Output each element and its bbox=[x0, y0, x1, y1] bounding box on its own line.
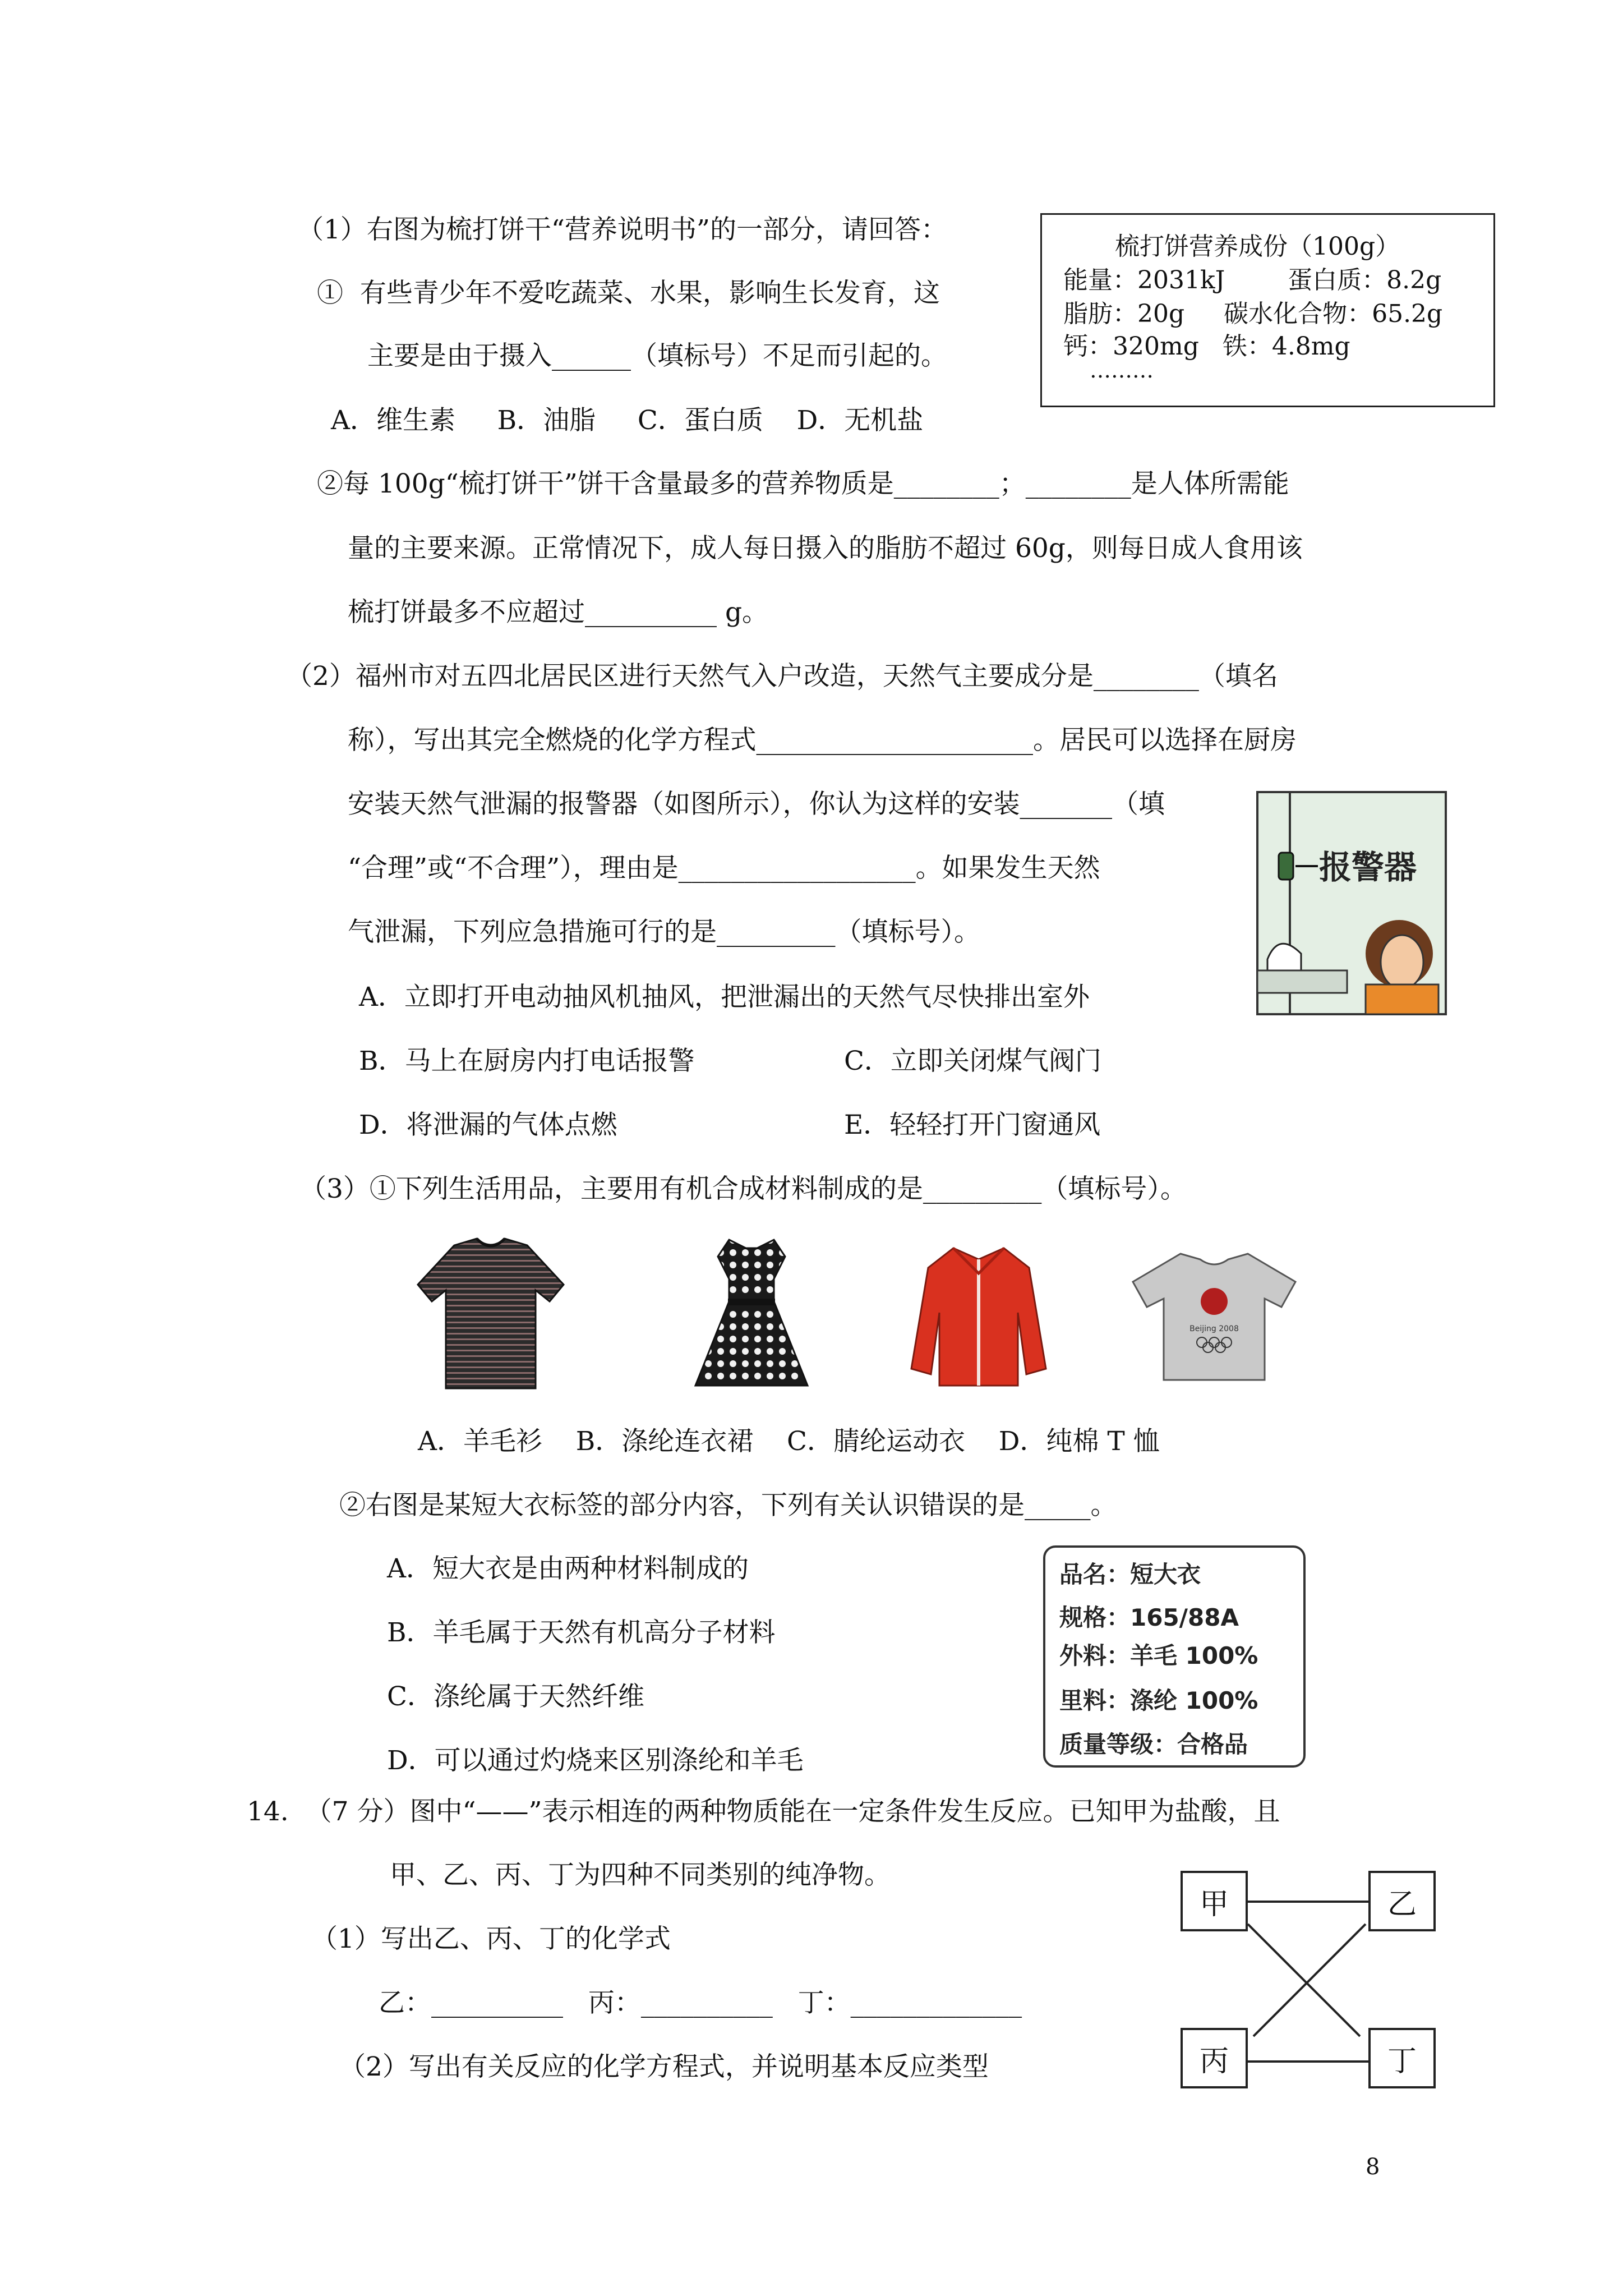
tshirt-logo-text: Beijing 2008 bbox=[1189, 1324, 1239, 1333]
q13-3-option-c: C．涤纶属于天然纤维 bbox=[387, 1681, 644, 1712]
q13-3-option-b: B．羊毛属于天然有机高分子材料 bbox=[387, 1617, 776, 1648]
q14-line3: （1）写出乙、丙、丁的化学式 bbox=[311, 1924, 671, 1954]
q13-1-sub2-line1: ②每 100g“梳打饼干”饼干含量最多的营养物质是________；________是人体所需能 bbox=[317, 468, 1289, 499]
q13-1-sub2-line3: 梳打饼最多不应超过__________ g。 bbox=[348, 597, 769, 628]
nutrition-row: ……… bbox=[1090, 358, 1154, 383]
person-face-icon bbox=[1381, 935, 1423, 989]
node-jia: 甲 bbox=[1181, 1871, 1248, 1931]
q13-2-option-a: A．立即打开电动抽风机抽风，把泄漏出的天然气尽快排出室外 bbox=[359, 982, 1090, 1013]
q14-line1: 14. （7 分）图中“——”表示相连的两种物质能在一定条件发生反应。已知甲为盐酸，且 bbox=[247, 1796, 1280, 1827]
label-row: 外料：羊毛 100% bbox=[1059, 1642, 1258, 1669]
nutrition-title: 梳打饼营养成份（100g） bbox=[1115, 232, 1400, 261]
polyester-dress-image bbox=[690, 1234, 813, 1391]
alarm-device-icon bbox=[1279, 853, 1293, 880]
q13-1-options: A．维生素 B．油脂 C．蛋白质 D．无机盐 bbox=[331, 405, 924, 436]
q13-2-option-b: B．马上在厨房内打电话报警 bbox=[359, 1046, 695, 1076]
q13-2-line3: 安装天然气泄漏的报警器（如图所示），你认为这样的安装_______（填 bbox=[348, 789, 1165, 820]
clothing-captions: A．羊毛衫 B．涤纶连衣裙 C．腈纶运动衣 D．纯棉 T 恤 bbox=[418, 1426, 1160, 1457]
q13-2-line2: 称），写出其完全燃烧的化学方程式_____________________。居民可以选择在厨房 bbox=[348, 725, 1297, 756]
q13-2-line4: “合理”或“不合理”），理由是__________________。如果发生天然 bbox=[348, 853, 1100, 884]
q13-2-option-e: E．轻轻打开门窗通风 bbox=[844, 1110, 1101, 1140]
label-row: 里料：涤纶 100% bbox=[1059, 1687, 1258, 1714]
label-row: 质量等级：合格品 bbox=[1059, 1731, 1248, 1758]
q13-2-option-d: D．将泄漏的气体点燃 bbox=[359, 1110, 617, 1140]
q13-1-intro: （1）右图为梳打饼干“营养说明书”的一部分，请回答： bbox=[297, 214, 947, 245]
acrylic-sports-jacket-image bbox=[909, 1240, 1049, 1391]
q13-2-option-c: C．立即关闭煤气阀门 bbox=[844, 1046, 1101, 1076]
q13-3-line2: ②右图是某短大衣标签的部分内容，下列有关认识错误的是_____。 bbox=[339, 1490, 1117, 1521]
label-row: 品名：短大衣 bbox=[1059, 1561, 1201, 1588]
q13-3-line1: （3）①下列生活用品，主要用有机合成材料制成的是_________（填标号）。 bbox=[300, 1174, 1187, 1204]
node-ding: 丁 bbox=[1368, 2028, 1436, 2088]
q14-line4: 乙：__________ 丙：__________ 丁：_____________ bbox=[379, 1987, 1022, 2018]
nutrition-row: 钙：320mg 铁：4.8mg bbox=[1063, 332, 1350, 361]
cotton-tshirt-image bbox=[1127, 1248, 1301, 1383]
gas-alarm-illustration bbox=[1256, 791, 1447, 1015]
q13-1-sub2-line2: 量的主要来源。正常情况下，成人每日摄入的脂肪不超过 60g，则每日成人食用该 bbox=[348, 533, 1303, 564]
alarm-label: 报警器 bbox=[1319, 848, 1417, 886]
node-bing: 丙 bbox=[1181, 2028, 1248, 2088]
wool-sweater-image bbox=[415, 1234, 566, 1391]
nutrition-row: 脂肪：20g 碳水化合物：65.2g bbox=[1063, 300, 1443, 328]
garment-label-card bbox=[1043, 1545, 1306, 1768]
q13-2-line1: （2）福州市对五四北居民区进行天然气入户改造，天然气主要成分是________（填名 bbox=[286, 661, 1278, 692]
q13-2-line5: 气泄漏，下列应急措施可行的是_________（填标号）。 bbox=[348, 917, 980, 947]
q13-3-option-d: D．可以通过灼烧来区别涤纶和羊毛 bbox=[387, 1745, 804, 1776]
q13-1-sub1-line1: ① 有些青少年不爱吃蔬菜、水果，影响生长发育，这 bbox=[317, 278, 940, 309]
q13-3-option-a: A．短大衣是由两种材料制成的 bbox=[387, 1553, 749, 1584]
page-number: 8 bbox=[1366, 2154, 1380, 2180]
node-yi: 乙 bbox=[1368, 1871, 1436, 1931]
q13-1-sub1-line2: 主要是由于摄入______（填标号）不足而引起的。 bbox=[367, 341, 947, 371]
nutrition-box bbox=[1040, 213, 1495, 407]
nutrition-row: 能量：2031kJ 蛋白质：8.2g bbox=[1063, 266, 1442, 295]
q14-line5: （2）写出有关反应的化学方程式，并说明基本反应类型 bbox=[339, 2051, 989, 2082]
q14-line2: 甲、乙、丙、丁为四种不同类别的纯净物。 bbox=[390, 1860, 891, 1890]
label-row: 规格：165/88A bbox=[1059, 1604, 1239, 1631]
